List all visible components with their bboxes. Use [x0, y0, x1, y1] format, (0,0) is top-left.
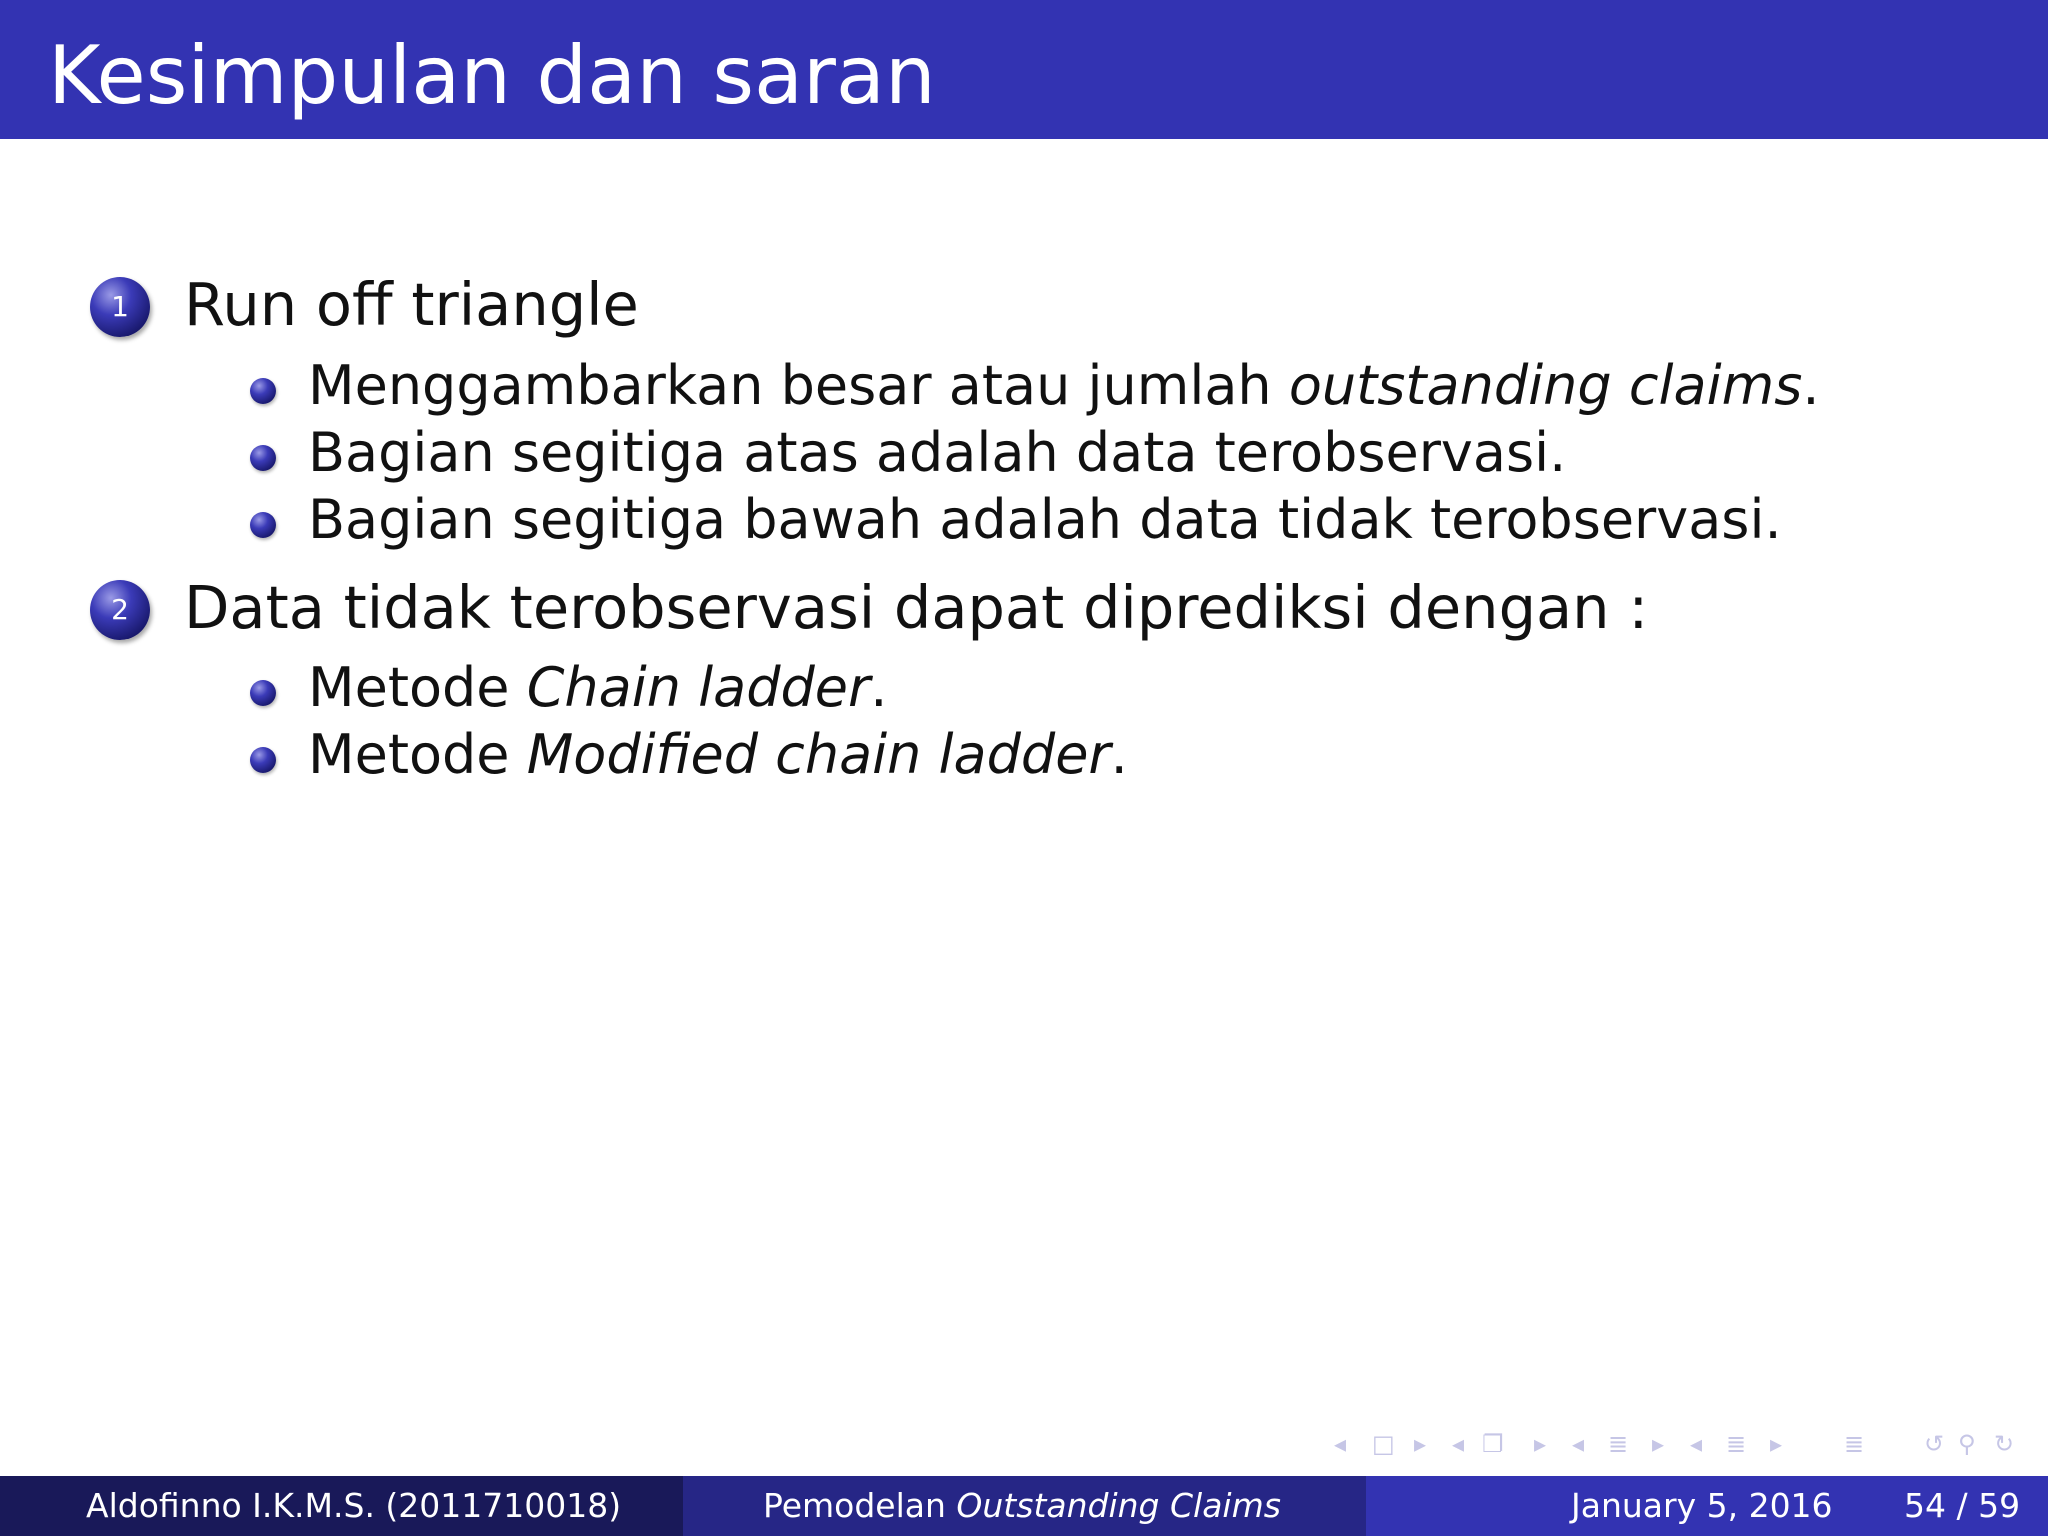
footer-author-box [0, 1476, 683, 1536]
section-icon[interactable]: ≣ [1726, 1430, 1747, 1458]
sub-item-1-2: Bagian segitiga atas adalah data terobservasi. [308, 421, 1567, 484]
sub-item-1-3: Bagian segitiga bawah adalah data tidak terobservasi. [308, 488, 1782, 551]
search-icon[interactable]: ⚲ [1958, 1430, 1976, 1458]
arrow-right-icon[interactable]: ▸ [1534, 1430, 1547, 1458]
arrow-right-icon[interactable]: ▸ [1770, 1430, 1783, 1458]
arrow-left-icon[interactable]: ◂ [1334, 1430, 1347, 1458]
subsection-icon[interactable]: ❐ [1482, 1430, 1504, 1458]
footer-author: Aldofinno I.K.M.S. (2011710018) [86, 1486, 622, 1525]
footer-date-box [1366, 1476, 2048, 1536]
footer-title: Pemodelan Outstanding Claims [763, 1486, 1281, 1525]
footer-date: January 5, 2016 [1571, 1486, 1833, 1525]
arrow-left-icon[interactable]: ◂ [1572, 1430, 1585, 1458]
enumerate-ball-1: 1 [90, 277, 150, 337]
sub-item-2-1: Metode Chain ladder. [308, 656, 888, 719]
arrow-right-icon[interactable]: ▸ [1414, 1430, 1427, 1458]
arrow-left-icon[interactable]: ◂ [1690, 1430, 1703, 1458]
enumerate-ball-2: 2 [90, 580, 150, 640]
navigation-bar [1330, 1426, 2040, 1462]
bullet-icon [250, 512, 276, 538]
footer [0, 1476, 2048, 1536]
arrow-left-icon[interactable]: ◂ [1452, 1430, 1465, 1458]
section-icon[interactable]: ≣ [1608, 1430, 1629, 1458]
slide-title: Kesimpulan dan saran [48, 29, 936, 122]
bullet-icon [250, 747, 276, 773]
list-item-2-text: Data tidak terobservasi dapat diprediksi dengan : [184, 573, 1649, 642]
sub-item-1-1: Menggambarkan besar atau jumlah outstanding claims. [308, 354, 1820, 417]
back-icon[interactable]: ↺ [1924, 1430, 1945, 1458]
align-icon[interactable]: ≣ [1844, 1430, 1865, 1458]
arrow-right-icon[interactable]: ▸ [1652, 1430, 1665, 1458]
frame-icon[interactable]: □ [1372, 1430, 1395, 1458]
list-item-1-text: Run off triangle [184, 270, 639, 339]
forward-icon[interactable]: ↻ [1994, 1430, 2015, 1458]
footer-title-box [683, 1476, 1366, 1536]
sub-item-2-2: Metode Modified chain ladder. [308, 723, 1128, 786]
bullet-icon [250, 680, 276, 706]
bullet-icon [250, 378, 276, 404]
footer-page-number: 54 / 59 [1904, 1486, 2021, 1525]
bullet-icon [250, 445, 276, 471]
